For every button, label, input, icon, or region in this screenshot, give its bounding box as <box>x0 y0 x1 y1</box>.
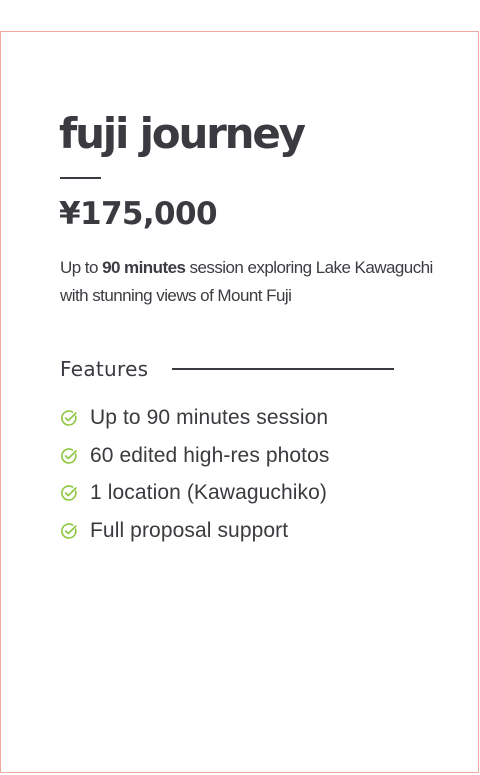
pricing-card <box>0 31 479 773</box>
package-price: ¥175,000 <box>59 196 217 232</box>
feature-text: Full proposal support <box>90 518 289 542</box>
feature-item <box>60 474 330 512</box>
feature-text: 60 edited high-res photos <box>90 443 330 467</box>
description-suffix: session exploring Lake Kawaguchi with stunning views of Mount Fuji <box>60 258 433 305</box>
description-emphasis: 90 minutes <box>102 258 186 277</box>
check-circle-icon <box>60 484 78 502</box>
title-divider <box>60 177 101 179</box>
features-divider <box>172 368 394 370</box>
features-heading: Features <box>60 357 149 381</box>
check-circle-icon <box>60 409 78 427</box>
description-prefix: Up to <box>60 258 103 277</box>
feature-text: Up to 90 minutes session <box>90 405 329 429</box>
check-circle-icon <box>60 447 78 465</box>
package-title: fuji journey <box>59 109 304 158</box>
feature-item <box>60 512 330 550</box>
feature-item <box>60 437 330 475</box>
feature-text: 1 location (Kawaguchiko) <box>90 481 328 505</box>
features-header <box>60 354 394 384</box>
package-description <box>60 254 440 310</box>
feature-item <box>60 399 330 437</box>
check-circle-icon <box>60 522 78 540</box>
feature-list <box>60 399 330 550</box>
